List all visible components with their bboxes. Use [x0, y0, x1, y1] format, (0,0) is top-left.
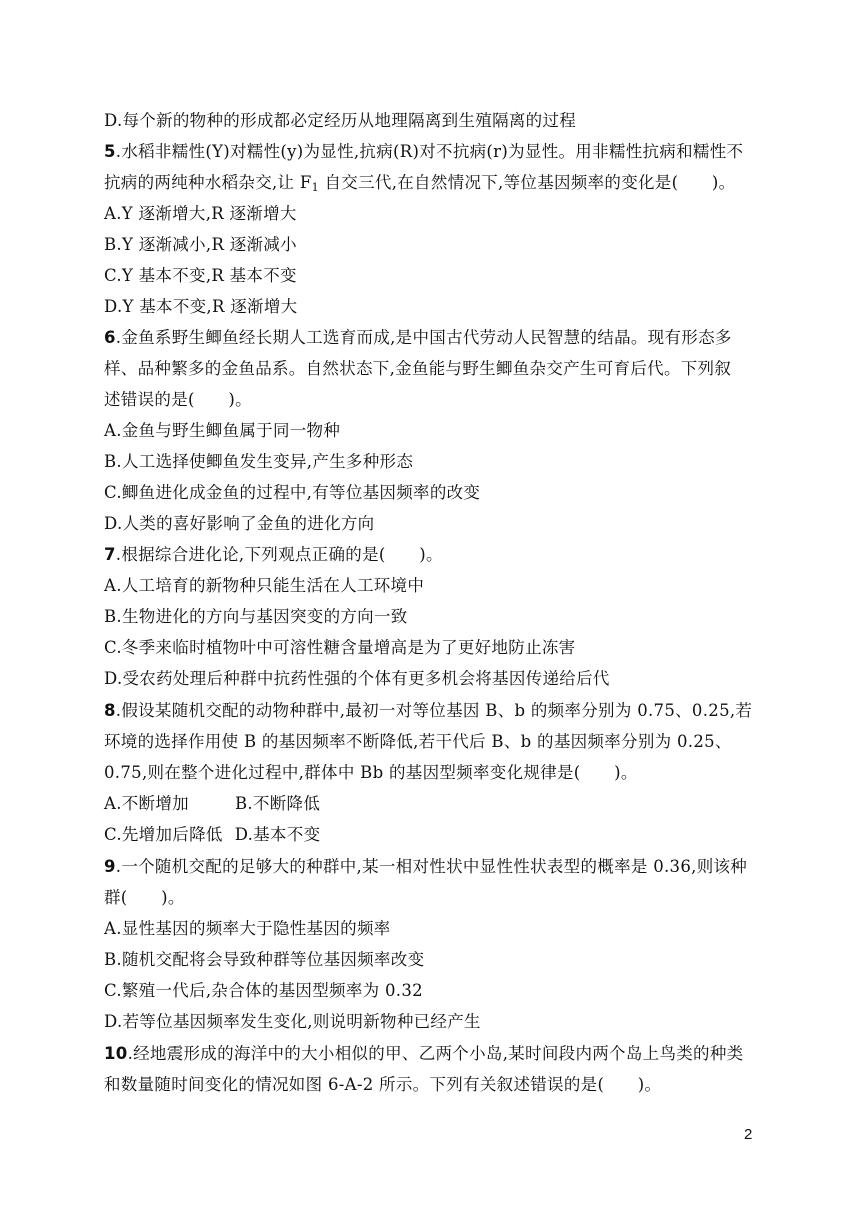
q10-stem-line-2: 和数量随时间变化的情况如图 6-A-2 所示。下列有关叙述错误的是( )。	[104, 1075, 662, 1094]
q5-option-d: D.Y 基本不变,R 逐渐增大	[104, 297, 298, 316]
q5-option-b: B.Y 逐渐减小,R 逐渐减小	[104, 235, 297, 254]
q9-number: 9	[104, 857, 116, 876]
q9-option-b: B.随机交配将会导致种群等位基因频率改变	[104, 950, 425, 969]
q8-number: 8	[104, 701, 116, 720]
q9-option-a: A.显性基因的频率大于隐性基因的频率	[104, 919, 391, 938]
q6-option-d: D.人类的喜好影响了金鱼的进化方向	[104, 514, 375, 533]
q5-stem-line-1: 5.水稻非糯性(Y)对糯性(y)为显性,抗病(R)对不抗病(r)为显性。用非糯性抗病和糯性不	[104, 142, 744, 161]
q8-stem-line-2: 环境的选择作用使 B 的基因频率不断降低,若干代后 B、b 的基因频率分别为 0.25、	[104, 732, 732, 751]
q6-stem-line-1: 6.金鱼系野生鲫鱼经长期人工选育而成,是中国古代劳动人民智慧的结晶。现有形态多	[104, 328, 732, 347]
q7-option-c: C.冬季来临时植物叶中可溶性糖含量增高是为了更好地防止冻害	[104, 638, 576, 657]
q10-number: 10	[104, 1044, 128, 1063]
q6-number: 6	[104, 328, 116, 347]
q6-option-a: A.金鱼与野生鲫鱼属于同一物种	[104, 421, 341, 440]
q6-option-c: C.鲫鱼进化成金鱼的过程中,有等位基因频率的改变	[104, 483, 481, 502]
q10-stem-line-1: 10.经地震形成的海洋中的大小相似的甲、乙两个小岛,某时间段内两个岛上鸟类的种类	[104, 1044, 744, 1063]
q8-stem-line-1: 8.假设某随机交配的动物种群中,最初一对等位基因 B、b 的频率分别为 0.75、0.25,若	[104, 701, 753, 720]
q8-option-d: D.基本不变	[234, 825, 321, 844]
q9-option-d: D.若等位基因频率发生变化,则说明新物种已经产生	[104, 1012, 481, 1031]
q9-stem-line-2: 群( )。	[104, 888, 185, 907]
q7-stem: 7.根据综合进化论,下列观点正确的是( )。	[104, 545, 443, 564]
q7-option-a: A.人工培育的新物种只能生活在人工环境中	[104, 576, 425, 595]
q4-option-d: D.每个新的物种的形成都必定经历从地理隔离到生殖隔离的过程	[104, 111, 577, 130]
q6-stem-line-2: 样、品种繁多的金鱼品系。自然状态下,金鱼能与野生鲫鱼杂交产生可育后代。下列叙	[104, 359, 732, 378]
q5-option-a: A.Y 逐渐增大,R 逐渐增大	[104, 204, 297, 223]
q8-option-b: B.不断降低	[234, 794, 321, 813]
q8-option-a: A.不断增加	[104, 794, 189, 813]
q7-number: 7	[104, 545, 116, 564]
q6-option-b: B.人工选择使鲫鱼发生变异,产生多种形态	[104, 452, 414, 471]
q9-stem-line-1: 9.一个随机交配的足够大的种群中,某一相对性状中显性性状表型的概率是 0.36,则该种	[104, 857, 748, 876]
q8-option-c: C.先增加后降低	[104, 825, 223, 844]
q5-number: 5	[104, 142, 116, 161]
q8-options-row-1	[104, 793, 764, 815]
q7-option-b: B.生物进化的方向与基因突变的方向一致	[104, 607, 408, 626]
q9-option-c: C.繁殖一代后,杂合体的基因型频率为 0.32	[104, 981, 423, 1000]
q5-stem-line-2: 抗病的两纯种水稻杂交,让 $F_1$ 自交三代,在自然情况下,等位基因频率的变化是( )。	[104, 173, 736, 194]
q7-option-d: D.受农药处理后种群中抗药性强的个体有更多机会将基因传递给后代	[104, 669, 610, 688]
q5-option-c: C.Y 基本不变,R 基本不变	[104, 266, 297, 285]
q8-stem-line-3: 0.75,则在整个进化过程中,群体中 Bb 的基因型频率变化规律是( )。	[104, 763, 638, 782]
page-number: 2	[744, 1126, 753, 1143]
q8-options-row-2	[104, 824, 764, 846]
q6-stem-line-3: 述错误的是( )。	[104, 390, 252, 409]
